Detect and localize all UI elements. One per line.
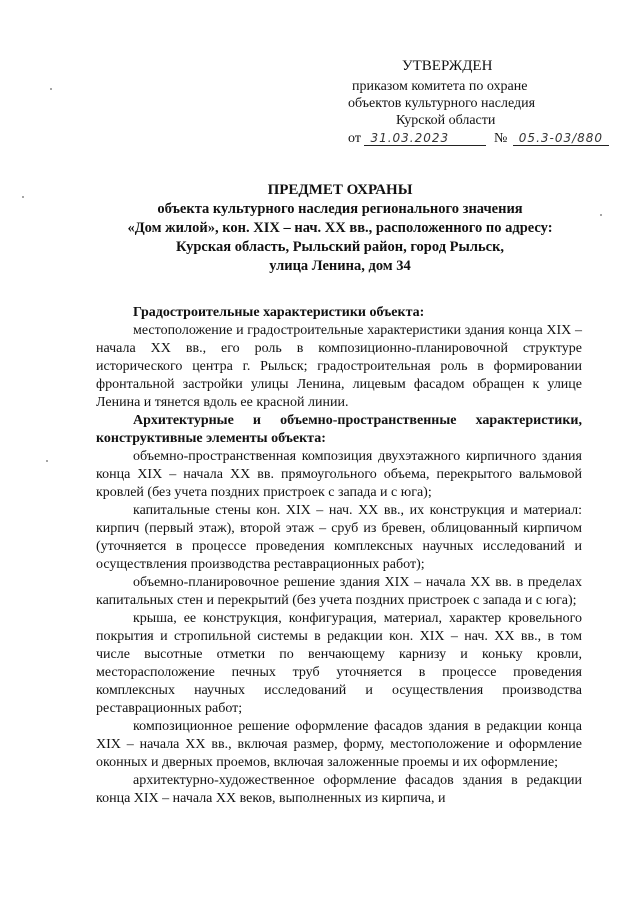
scan-speck [22,196,24,198]
paragraph-planning: объемно-планировочное решение здания XIX – начала XX вв. в пределах капитальных стен и перекрытий (без учета поздних пристроек с запада и с юга); [96,575,582,608]
title-line-4: Курская область, Рыльский район, город Рыльск, [175,239,505,255]
scan-speck [46,460,48,462]
paragraph-urban-location: местоположение и градостроительные характеристики здания конца XIX – начала XX вв., его роль в композиционно-планировочной структуре исторического центра г. Рыльск; градостроительная роль в формировании фронтальной застройки улицы Ленина, лицевым фасадом обращен к улице Ленина и тянется вдоль ее красной линии. [96,323,582,410]
paragraph-roof: крыша, ее конструкция, конфигурация, материал, характер кровельного покрытия и стропильной системы в редакции кон. XIX – нач. XX вв., в том числе высотные отметки по венчающему карнизу и коньку кровли, месторасположение печных труб уточняется в процессе проведения комплексных научных исследований и осуществления производства реставрационных работ; [96,611,582,716]
paragraph-composition: объемно-пространственная композиция двухэтажного кирпичного здания конца XIX – начала XX вв. прямоугольного объема, перекрытого вальмовой кровлей (без учета поздних пристроек с запада и с юга); [96,449,582,500]
approval-line-3: Курской области [396,113,496,128]
document-body [96,304,582,808]
paragraph-facades-decoration: архитектурно-художественное оформление фасадов здания в редакции конца XIX – начала XX веков, выполненных из кирпича, и [96,773,582,806]
scan-speck [50,88,52,90]
paragraph-facades-composition: композиционное решение оформление фасадов здания в редакции конца XIX – начала XX вв., включая размер, форму, местоположение и оформление оконных и дверных проемов, включая заложенные проемы и их оформление; [96,719,582,770]
approval-line-2: объектов культурного наследия [348,96,536,111]
document-title: ПРЕДМЕТ ОХРАНЫ [267,182,413,198]
date-prefix: от [348,131,361,146]
handwritten-number: 05.3-03/880 [513,131,609,146]
title-line-5: улица Ленина, дом 34 [269,258,411,274]
scan-speck [600,214,602,216]
document-title-block [80,181,600,276]
approval-heading: УТВЕРЖДЕН [402,58,493,74]
title-line-2: объекта культурного наследия регионального значения [157,201,523,217]
approval-line-1: приказом комитета по охране [352,79,528,94]
section-heading-architecture: Архитектурные и объемно-пространственные характеристики, конструктивные элементы объекта: [96,413,582,446]
section-heading-urban: Градостроительные характеристики объекта: [133,305,425,320]
number-sign: № [493,131,508,146]
handwritten-date: 31.03.2023 [364,131,486,146]
paragraph-walls: капитальные стены кон. XIX – нач. XX вв., их конструкция и материал: кирпич (первый этаж), второй этаж – сруб из бревен, облицованный кирпичом (уточняется в процессе проведения комплексных научных исследований и осуществления производства реставрационных работ); [96,503,582,572]
title-line-3: «Дом жилой», кон. XIX – нач. XX вв., расположенного по адресу: [127,220,553,236]
approval-date-line [348,130,609,147]
